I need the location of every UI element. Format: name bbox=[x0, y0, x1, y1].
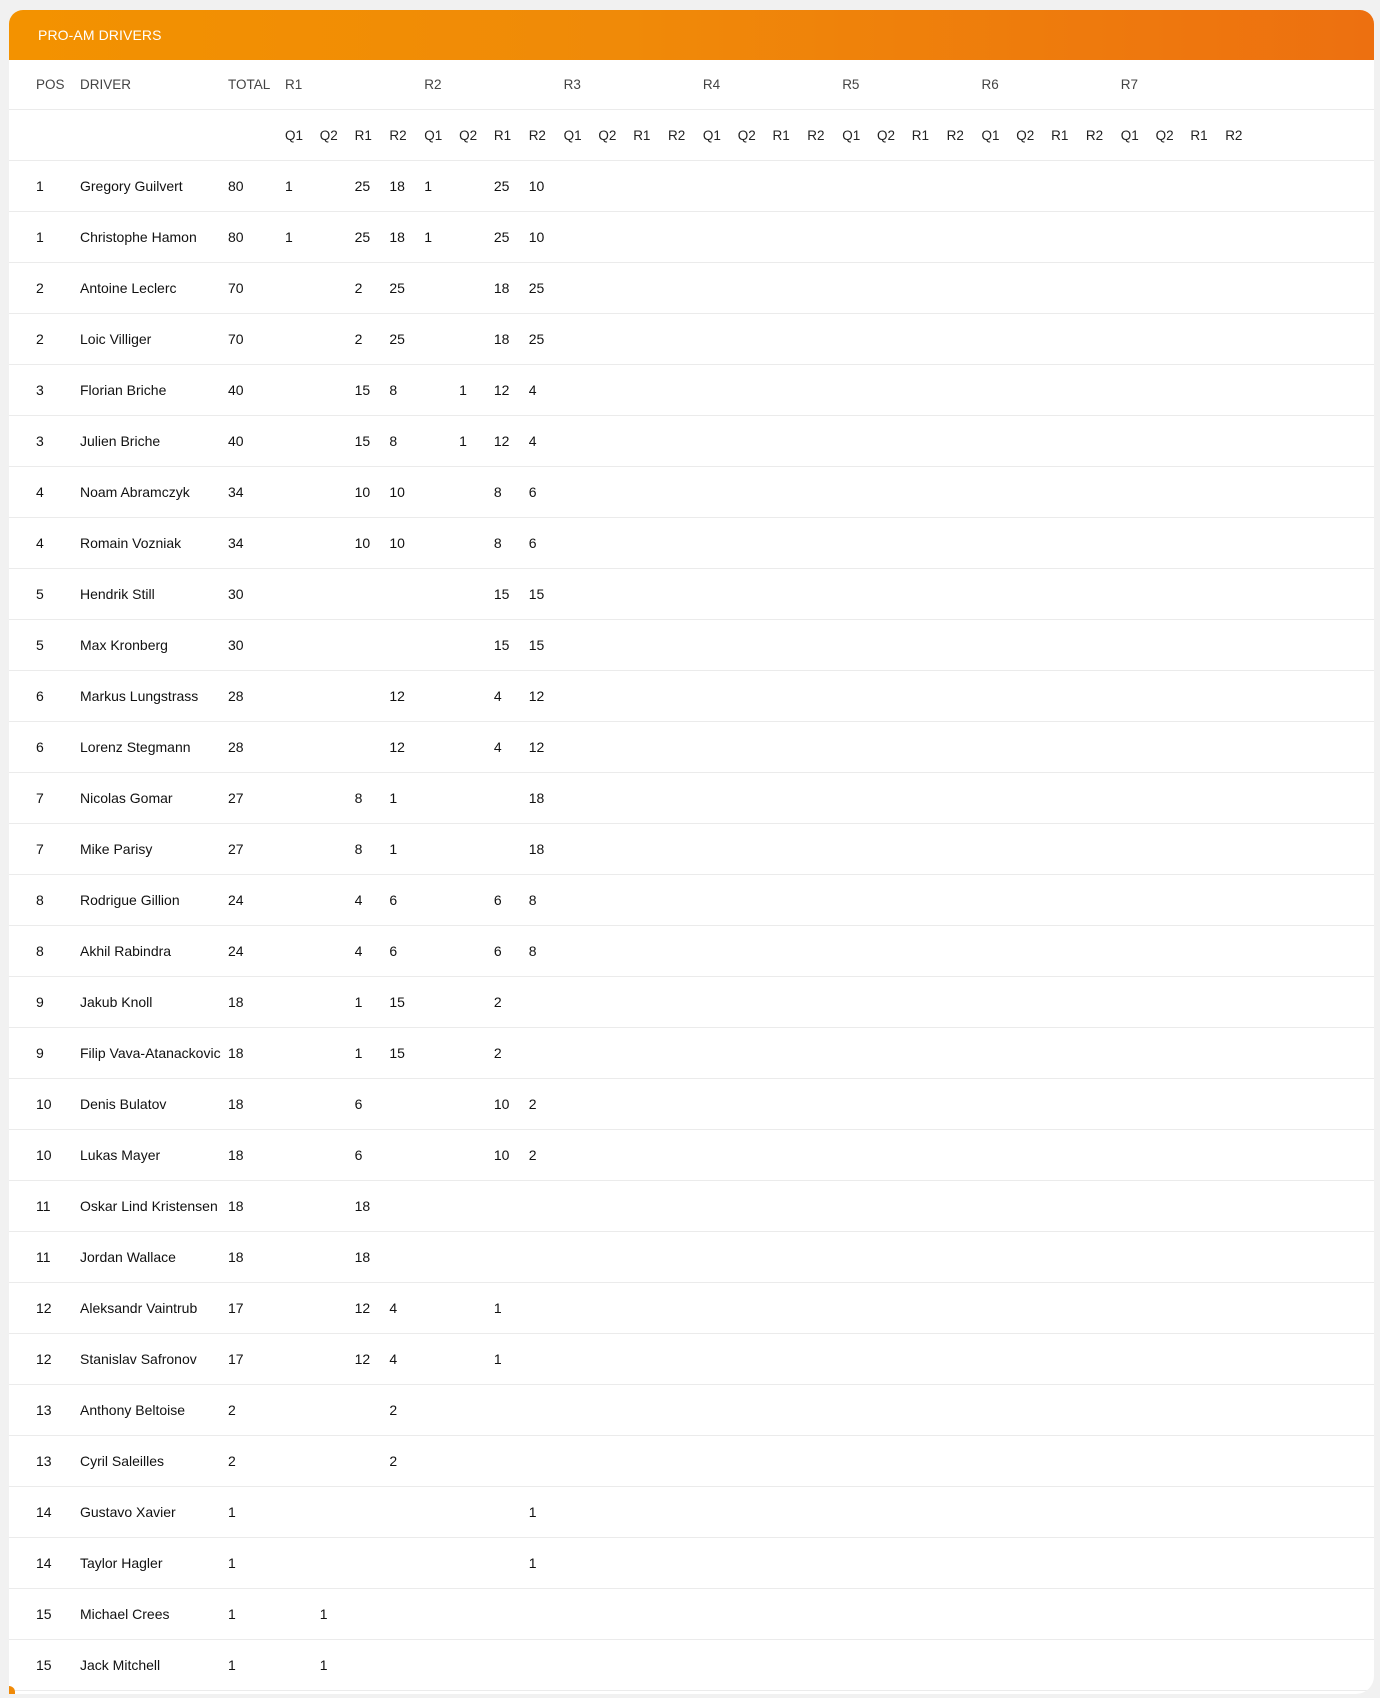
header-round-2: R2 bbox=[424, 77, 442, 92]
total-points: 34 bbox=[228, 484, 244, 500]
points-cell: 4 bbox=[493, 688, 502, 704]
table-row bbox=[9, 467, 1374, 518]
total-points: 24 bbox=[228, 943, 244, 959]
header-session-q1: Q1 bbox=[563, 127, 582, 143]
points-cell: 15 bbox=[354, 382, 371, 398]
pos-cell: 9 bbox=[36, 1045, 44, 1061]
pos-cell: 5 bbox=[36, 586, 44, 602]
total-points: 1 bbox=[228, 1606, 236, 1622]
pos-cell: 15 bbox=[36, 1606, 52, 1622]
total-points: 70 bbox=[228, 331, 244, 347]
driver-name: Antoine Leclerc bbox=[80, 280, 177, 296]
pos-cell: 7 bbox=[36, 790, 44, 806]
table-row bbox=[9, 1640, 1374, 1691]
points-cell: 25 bbox=[354, 178, 371, 194]
driver-name: Lorenz Stegmann bbox=[80, 739, 191, 755]
points-cell: 12 bbox=[389, 688, 405, 704]
table-row bbox=[9, 1538, 1374, 1589]
driver-name: Markus Lungstrass bbox=[80, 688, 199, 704]
points-cell: 1 bbox=[424, 229, 433, 245]
total-points: 28 bbox=[228, 739, 244, 755]
table-row bbox=[9, 1334, 1374, 1385]
table-row bbox=[9, 161, 1374, 212]
driver-name: Cyril Saleilles bbox=[80, 1453, 165, 1469]
driver-name: Stanislav Safronov bbox=[80, 1351, 197, 1367]
points-cell: 1 bbox=[528, 1504, 537, 1520]
total-points: 1 bbox=[228, 1504, 236, 1520]
table-row bbox=[9, 824, 1374, 875]
points-cell: 15 bbox=[389, 994, 405, 1010]
points-cell: 6 bbox=[389, 892, 398, 908]
points-cell: 8 bbox=[389, 382, 398, 398]
total-points: 17 bbox=[228, 1351, 244, 1367]
header-driver: DRIVER bbox=[80, 77, 132, 92]
header-session-r1: R1 bbox=[633, 127, 651, 143]
card-title: PRO-AM DRIVERS bbox=[38, 27, 162, 43]
table-row bbox=[9, 1385, 1374, 1436]
table-row bbox=[9, 1181, 1374, 1232]
pos-cell: 6 bbox=[36, 688, 44, 704]
table-row bbox=[9, 1283, 1374, 1334]
points-cell: 18 bbox=[528, 790, 545, 806]
total-points: 30 bbox=[228, 586, 244, 602]
points-cell: 4 bbox=[528, 382, 537, 398]
driver-name: Aleksandr Vaintrub bbox=[80, 1300, 198, 1316]
table-row bbox=[9, 1130, 1374, 1181]
total-points: 18 bbox=[228, 1249, 244, 1265]
driver-name: Denis Bulatov bbox=[80, 1096, 167, 1112]
total-points: 17 bbox=[228, 1300, 244, 1316]
driver-name: Anthony Beltoise bbox=[80, 1402, 186, 1418]
header-session-r1: R1 bbox=[911, 127, 930, 143]
pos-cell: 1 bbox=[36, 229, 44, 245]
driver-name: Mike Parisy bbox=[80, 841, 153, 857]
points-cell: 4 bbox=[528, 433, 537, 449]
table-row bbox=[9, 1028, 1374, 1079]
points-cell: 4 bbox=[354, 943, 363, 959]
header-session-r1: R1 bbox=[772, 127, 790, 143]
points-cell: 25 bbox=[389, 331, 405, 347]
points-cell: 1 bbox=[354, 1045, 363, 1061]
total-points: 1 bbox=[228, 1657, 236, 1673]
points-cell: 1 bbox=[493, 1351, 502, 1367]
points-cell: 18 bbox=[493, 331, 510, 347]
table-row bbox=[9, 569, 1374, 620]
points-cell: 2 bbox=[528, 1147, 537, 1163]
points-cell: 8 bbox=[493, 484, 502, 500]
header-session-q2: Q2 bbox=[737, 127, 756, 143]
driver-name: Loic Villiger bbox=[80, 331, 152, 347]
header-session-q2: Q2 bbox=[877, 127, 896, 143]
table-row bbox=[9, 518, 1374, 569]
total-points: 70 bbox=[228, 280, 244, 296]
total-points: 18 bbox=[228, 1198, 244, 1214]
standings-table bbox=[9, 60, 1374, 1691]
points-cell: 2 bbox=[389, 1402, 398, 1418]
points-cell: 10 bbox=[528, 178, 545, 194]
table-row bbox=[9, 620, 1374, 671]
points-cell: 2 bbox=[354, 331, 363, 347]
pos-cell: 8 bbox=[36, 943, 44, 959]
header-round-5: R5 bbox=[842, 77, 860, 92]
points-cell: 2 bbox=[528, 1096, 537, 1112]
table-row bbox=[9, 773, 1374, 824]
pos-cell: 1 bbox=[36, 178, 44, 194]
points-cell: 1 bbox=[354, 994, 363, 1010]
driver-name: Jakub Knoll bbox=[80, 994, 153, 1010]
points-cell: 1 bbox=[459, 433, 467, 449]
points-cell: 1 bbox=[389, 841, 398, 857]
pos-cell: 2 bbox=[36, 331, 44, 347]
driver-name: Gregory Guilvert bbox=[80, 178, 183, 194]
points-cell: 10 bbox=[354, 535, 371, 551]
driver-name: Akhil Rabindra bbox=[80, 943, 172, 959]
table-subheader-row bbox=[9, 110, 1374, 161]
header-session-q1: Q1 bbox=[981, 127, 1000, 143]
driver-name: Lukas Mayer bbox=[80, 1147, 161, 1163]
points-cell: 8 bbox=[493, 535, 502, 551]
header-session-q1: Q1 bbox=[702, 127, 721, 143]
points-cell: 8 bbox=[528, 892, 537, 908]
header-session-r2: R2 bbox=[389, 127, 407, 143]
card-header bbox=[9, 10, 1374, 60]
points-cell: 4 bbox=[493, 739, 502, 755]
total-points: 18 bbox=[228, 1045, 244, 1061]
driver-name: Christophe Hamon bbox=[80, 229, 197, 245]
points-cell: 1 bbox=[285, 229, 293, 245]
table-row bbox=[9, 1487, 1374, 1538]
points-cell: 18 bbox=[493, 280, 510, 296]
header-session-r2: R2 bbox=[807, 127, 825, 143]
points-cell: 12 bbox=[528, 688, 545, 704]
points-cell: 4 bbox=[389, 1351, 398, 1367]
driver-name: Noam Abramczyk bbox=[80, 484, 190, 500]
points-cell: 6 bbox=[493, 892, 502, 908]
points-cell: 1 bbox=[424, 178, 433, 194]
driver-name: Julien Briche bbox=[80, 433, 161, 449]
points-cell: 2 bbox=[389, 1453, 398, 1469]
total-points: 18 bbox=[228, 994, 244, 1010]
points-cell: 10 bbox=[528, 229, 545, 245]
total-points: 2 bbox=[228, 1453, 236, 1469]
header-round-6: R6 bbox=[981, 77, 999, 92]
points-cell: 1 bbox=[459, 382, 467, 398]
header-session-r2: R2 bbox=[1225, 127, 1243, 143]
points-cell: 12 bbox=[389, 739, 405, 755]
points-cell: 2 bbox=[493, 994, 502, 1010]
pos-cell: 6 bbox=[36, 739, 44, 755]
header-session-r1: R1 bbox=[493, 127, 512, 143]
total-points: 40 bbox=[228, 382, 244, 398]
header-session-r2: R2 bbox=[1085, 127, 1104, 143]
points-cell: 18 bbox=[389, 229, 405, 245]
points-cell: 6 bbox=[389, 943, 398, 959]
driver-name: Oskar Lind Kristensen bbox=[80, 1198, 218, 1214]
table-row bbox=[9, 416, 1374, 467]
points-cell: 15 bbox=[389, 1045, 405, 1061]
table-row bbox=[9, 263, 1374, 314]
header-round-3: R3 bbox=[563, 77, 581, 92]
total-points: 80 bbox=[228, 229, 244, 245]
points-cell: 18 bbox=[389, 178, 405, 194]
table-row bbox=[9, 671, 1374, 722]
points-cell: 8 bbox=[354, 841, 363, 857]
pos-cell: 13 bbox=[36, 1402, 52, 1418]
driver-name: Hendrik Still bbox=[80, 586, 155, 602]
points-cell: 12 bbox=[493, 382, 510, 398]
points-cell: 15 bbox=[528, 637, 545, 653]
points-cell: 2 bbox=[354, 280, 363, 296]
pos-cell: 11 bbox=[36, 1249, 51, 1265]
pos-cell: 12 bbox=[36, 1300, 52, 1316]
header-session-r1: R1 bbox=[1051, 127, 1069, 143]
header-session-q2: Q2 bbox=[319, 127, 338, 143]
points-cell: 8 bbox=[389, 433, 398, 449]
points-cell: 6 bbox=[493, 943, 502, 959]
points-cell: 12 bbox=[493, 433, 510, 449]
table-row bbox=[9, 1232, 1374, 1283]
table-row bbox=[9, 722, 1374, 773]
points-cell: 10 bbox=[493, 1096, 510, 1112]
points-cell: 18 bbox=[354, 1249, 371, 1265]
header-session-r1: R1 bbox=[1190, 127, 1208, 143]
header-session-r1: R1 bbox=[354, 127, 372, 143]
table-row bbox=[9, 926, 1374, 977]
points-cell: 6 bbox=[528, 484, 537, 500]
header-session-q2: Q2 bbox=[1155, 127, 1174, 143]
points-cell: 4 bbox=[354, 892, 363, 908]
driver-name: Michael Crees bbox=[80, 1606, 170, 1622]
points-cell: 1 bbox=[528, 1555, 537, 1571]
pos-cell: 2 bbox=[36, 280, 44, 296]
points-cell: 18 bbox=[528, 841, 545, 857]
driver-name: Taylor Hagler bbox=[80, 1555, 163, 1571]
driver-name: Florian Briche bbox=[80, 382, 167, 398]
pos-cell: 11 bbox=[36, 1198, 51, 1214]
pos-cell: 9 bbox=[36, 994, 44, 1010]
driver-name: Filip Vava-Atanackovic bbox=[80, 1045, 221, 1061]
points-cell: 4 bbox=[389, 1300, 398, 1316]
table-row bbox=[9, 1079, 1374, 1130]
points-cell: 15 bbox=[493, 637, 510, 653]
points-cell: 10 bbox=[389, 535, 405, 551]
points-cell: 10 bbox=[493, 1147, 510, 1163]
pos-cell: 14 bbox=[36, 1555, 52, 1571]
table-row bbox=[9, 875, 1374, 926]
header-round-4: R4 bbox=[702, 77, 721, 92]
total-points: 18 bbox=[228, 1147, 244, 1163]
points-cell: 2 bbox=[493, 1045, 502, 1061]
pos-cell: 7 bbox=[36, 841, 44, 857]
header-session-r2: R2 bbox=[528, 127, 546, 143]
total-points: 18 bbox=[228, 1096, 244, 1112]
points-cell: 25 bbox=[354, 229, 371, 245]
points-cell: 12 bbox=[354, 1300, 371, 1316]
driver-name: Jack Mitchell bbox=[80, 1657, 161, 1673]
pos-cell: 10 bbox=[36, 1147, 52, 1163]
table-row bbox=[9, 1436, 1374, 1487]
total-points: 30 bbox=[228, 637, 244, 653]
total-points: 1 bbox=[228, 1555, 236, 1571]
points-cell: 6 bbox=[354, 1147, 363, 1163]
points-cell: 1 bbox=[493, 1300, 502, 1316]
points-cell: 1 bbox=[319, 1606, 328, 1622]
points-cell: 8 bbox=[354, 790, 363, 806]
total-points: 28 bbox=[228, 688, 244, 704]
table-row bbox=[9, 365, 1374, 416]
pos-cell: 3 bbox=[36, 382, 44, 398]
points-cell: 15 bbox=[354, 433, 371, 449]
total-points: 27 bbox=[228, 790, 244, 806]
header-session-q2: Q2 bbox=[1016, 127, 1035, 143]
points-cell: 1 bbox=[389, 790, 398, 806]
header-round-1: R1 bbox=[285, 77, 303, 92]
pos-cell: 4 bbox=[36, 535, 44, 551]
driver-name: Jordan Wallace bbox=[80, 1249, 176, 1265]
points-cell: 12 bbox=[354, 1351, 371, 1367]
points-cell: 6 bbox=[528, 535, 537, 551]
points-cell: 10 bbox=[389, 484, 405, 500]
pos-cell: 13 bbox=[36, 1453, 52, 1469]
table-row bbox=[9, 314, 1374, 365]
driver-name: Max Kronberg bbox=[80, 637, 168, 653]
header-session-q1: Q1 bbox=[1120, 127, 1139, 143]
driver-name: Rodrigue Gillion bbox=[80, 892, 180, 908]
total-points: 80 bbox=[228, 178, 244, 194]
pos-cell: 10 bbox=[36, 1096, 52, 1112]
table-row bbox=[9, 212, 1374, 263]
points-cell: 25 bbox=[528, 280, 545, 296]
driver-name: Gustavo Xavier bbox=[80, 1504, 176, 1520]
pos-cell: 5 bbox=[36, 637, 44, 653]
driver-name: Nicolas Gomar bbox=[80, 790, 173, 806]
pos-cell: 12 bbox=[36, 1351, 52, 1367]
table-row bbox=[9, 1589, 1374, 1640]
pos-cell: 3 bbox=[36, 433, 44, 449]
header-pos: POS bbox=[36, 77, 65, 92]
header-session-r2: R2 bbox=[946, 127, 964, 143]
standings-card bbox=[9, 10, 1374, 1694]
header-session-q1: Q1 bbox=[424, 127, 443, 143]
pos-cell: 14 bbox=[36, 1504, 52, 1520]
header-total: TOTAL bbox=[228, 77, 271, 92]
table-header-row bbox=[9, 60, 1374, 110]
header-session-q2: Q2 bbox=[598, 127, 617, 143]
points-cell: 15 bbox=[528, 586, 545, 602]
pos-cell: 8 bbox=[36, 892, 44, 908]
total-points: 34 bbox=[228, 535, 244, 551]
points-cell: 1 bbox=[285, 178, 293, 194]
header-session-r2: R2 bbox=[668, 127, 686, 143]
header-session-q1: Q1 bbox=[285, 127, 304, 143]
total-points: 40 bbox=[228, 433, 244, 449]
driver-name: Romain Vozniak bbox=[80, 535, 182, 551]
pos-cell: 15 bbox=[36, 1657, 52, 1673]
points-cell: 25 bbox=[493, 229, 510, 245]
points-cell: 1 bbox=[319, 1657, 328, 1673]
points-cell: 25 bbox=[493, 178, 510, 194]
total-points: 2 bbox=[228, 1402, 236, 1418]
points-cell: 12 bbox=[528, 739, 545, 755]
points-cell: 25 bbox=[528, 331, 545, 347]
header-round-7: R7 bbox=[1120, 77, 1139, 92]
total-points: 27 bbox=[228, 841, 244, 857]
table-row bbox=[9, 977, 1374, 1028]
points-cell: 8 bbox=[528, 943, 537, 959]
header-session-q2: Q2 bbox=[459, 127, 478, 143]
points-cell: 10 bbox=[354, 484, 371, 500]
points-cell: 25 bbox=[389, 280, 405, 296]
points-cell: 6 bbox=[354, 1096, 363, 1112]
points-cell: 15 bbox=[493, 586, 510, 602]
total-points: 24 bbox=[228, 892, 244, 908]
pos-cell: 4 bbox=[36, 484, 44, 500]
points-cell: 18 bbox=[354, 1198, 371, 1214]
header-session-q1: Q1 bbox=[842, 127, 861, 143]
